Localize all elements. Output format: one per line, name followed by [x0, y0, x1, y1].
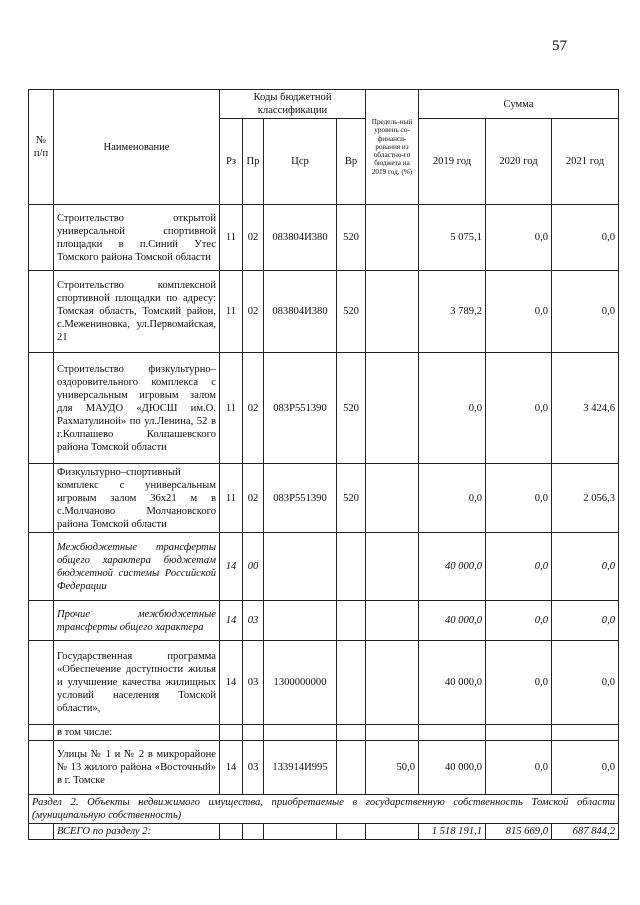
- row-pr: 00: [243, 533, 264, 601]
- section-title: Раздел 2. Объекты недвижимого имущества, приобретаемые в государственную собственность Томской области (муниципальную собственность): [29, 795, 619, 824]
- header-csr: Цср: [264, 119, 337, 205]
- row-csr: 1300000000: [264, 641, 337, 725]
- row-csr: 083804И380: [264, 205, 337, 271]
- row-2019: 0,0: [419, 464, 486, 533]
- row-2019: 40 000,0: [419, 533, 486, 601]
- table-row: [29, 271, 619, 353]
- row-rz: 11: [220, 464, 243, 533]
- row-vr: 520: [337, 205, 366, 271]
- row-num: [29, 601, 54, 641]
- row-rz: 14: [220, 641, 243, 725]
- row-name: Улицы № 1 и № 2 в микрорайоне № 13 жилого района «Восточный» в г. Томске: [54, 741, 220, 795]
- row-pr: 03: [243, 601, 264, 641]
- row-vr: 520: [337, 271, 366, 353]
- row-csr: 083804И380: [264, 271, 337, 353]
- row-vr: 520: [337, 353, 366, 464]
- row-pct: [366, 205, 419, 271]
- row-name: Строительство физкультурно–оздоровительного комплекса с универсальным игровым залом для МАУДО «ДЮСШ им.О. Рахматулиной» по ул.Ленина, 52 в г.Колпашево Колпашевского района Томской области: [54, 353, 220, 464]
- header-2020: 2020 год: [486, 119, 552, 205]
- row-pr: 02: [243, 464, 264, 533]
- row-pct: [366, 271, 419, 353]
- row-2020: 0,0: [486, 741, 552, 795]
- row-num: [29, 271, 54, 353]
- row-vr: [337, 641, 366, 725]
- row-csr: 083P551390: [264, 353, 337, 464]
- row-2020: 0,0: [486, 464, 552, 533]
- table-row: [29, 641, 619, 725]
- table-row: [29, 725, 619, 741]
- row-pr: 03: [243, 641, 264, 725]
- row-2020: 0,0: [486, 271, 552, 353]
- header-rz: Рз: [220, 119, 243, 205]
- row-rz: 11: [220, 205, 243, 271]
- row-pct: [366, 601, 419, 641]
- header-sum: Сумма: [419, 90, 619, 119]
- row-2021: 3 424,6: [552, 353, 619, 464]
- header-vr: Вр: [337, 119, 366, 205]
- row-rz: 14: [220, 601, 243, 641]
- row-rz: 11: [220, 353, 243, 464]
- header-2021: 2021 год: [552, 119, 619, 205]
- row-num: [29, 725, 54, 741]
- row-pr: 02: [243, 271, 264, 353]
- row-2019: 40 000,0: [419, 641, 486, 725]
- row-2021: 0,0: [552, 533, 619, 601]
- table-row: [29, 353, 619, 464]
- table-row: [29, 205, 619, 271]
- row-2021: 0,0: [552, 271, 619, 353]
- row-2019: 0,0: [419, 353, 486, 464]
- row-2021: 0,0: [552, 601, 619, 641]
- header-name: Наименование: [54, 90, 220, 205]
- row-csr: [264, 533, 337, 601]
- row-rz: 14: [220, 741, 243, 795]
- table-row: [29, 464, 619, 533]
- row-vr: [337, 533, 366, 601]
- row-pr: 03: [243, 741, 264, 795]
- header-limit: Предель-ный уровень со-финанси-рования из областно-го бюджета на 2019 год, (%): [366, 90, 419, 205]
- row-pr: 02: [243, 205, 264, 271]
- row-2021: 0,0: [552, 641, 619, 725]
- row-2020: 0,0: [486, 533, 552, 601]
- row-csr: 083P551390: [264, 464, 337, 533]
- row-csr: 133914И995: [264, 741, 337, 795]
- row-num: [29, 641, 54, 725]
- total-label: ВСЕГО по разделу 2:: [54, 824, 220, 840]
- section-title-row: [29, 795, 619, 824]
- row-name: Строительство открытой универсальной спортивной площадки в п.Синий Утес Томского района Томской области: [54, 205, 220, 271]
- total-2021: 687 844,2: [552, 824, 619, 840]
- row-name: Межбюджетные трансферты общего характера бюджетам бюджетной системы Российской Федерации: [54, 533, 220, 601]
- row-2019: 40 000,0: [419, 741, 486, 795]
- row-pct: [366, 533, 419, 601]
- row-2021: 2 056,3: [552, 464, 619, 533]
- row-pct: [366, 353, 419, 464]
- row-pct: [366, 641, 419, 725]
- table-header-row: [29, 90, 619, 119]
- row-2019: 3 789,2: [419, 271, 486, 353]
- row-2021: 0,0: [552, 205, 619, 271]
- row-vr: 520: [337, 464, 366, 533]
- row-vr: [337, 741, 366, 795]
- row-2019: 5 075,1: [419, 205, 486, 271]
- budget-table: [28, 89, 619, 840]
- row-2020: 0,0: [486, 601, 552, 641]
- header-num: № п/п: [29, 90, 54, 205]
- header-pr: Пр: [243, 119, 264, 205]
- page-number: 57: [552, 38, 567, 54]
- row-name: Прочие межбюджетные трансферты общего характера: [54, 601, 220, 641]
- row-pct: [366, 464, 419, 533]
- row-num: [29, 353, 54, 464]
- row-pct: 50,0: [366, 741, 419, 795]
- row-rz: 11: [220, 271, 243, 353]
- row-csr: [264, 601, 337, 641]
- row-name: Физкультурно–спортивный комплекс с универсальным игровым залом 36х21 м в с.Молчаново Молчановского района Томской области: [54, 464, 220, 533]
- header-codes: Коды бюджетной классификации: [220, 90, 366, 119]
- row-name: Строительство комплексной спортивной площадки по адресу: Томская область, Томский район, с.Межениновка, ул.Первомайская, 21: [54, 271, 220, 353]
- row-num: [29, 741, 54, 795]
- row-2021: 0,0: [552, 741, 619, 795]
- row-2019: 40 000,0: [419, 601, 486, 641]
- row-2020: 0,0: [486, 205, 552, 271]
- table-row: [29, 533, 619, 601]
- total-2019: 1 518 191,1: [419, 824, 486, 840]
- row-rz: 14: [220, 533, 243, 601]
- row-2020: 0,0: [486, 641, 552, 725]
- row-pr: 02: [243, 353, 264, 464]
- row-num: [29, 205, 54, 271]
- header-2019: 2019 год: [419, 119, 486, 205]
- row-num: [29, 464, 54, 533]
- row-num: [29, 533, 54, 601]
- row-2020: 0,0: [486, 353, 552, 464]
- total-row: [29, 824, 619, 840]
- row-name: в том числе:: [54, 725, 220, 741]
- row-name: Государственная программа «Обеспечение доступности жилья и улучшение качества жилищных условий населения Томской области»,: [54, 641, 220, 725]
- total-2020: 815 669,0: [486, 824, 552, 840]
- table-row: [29, 741, 619, 795]
- table-row: [29, 601, 619, 641]
- row-vr: [337, 601, 366, 641]
